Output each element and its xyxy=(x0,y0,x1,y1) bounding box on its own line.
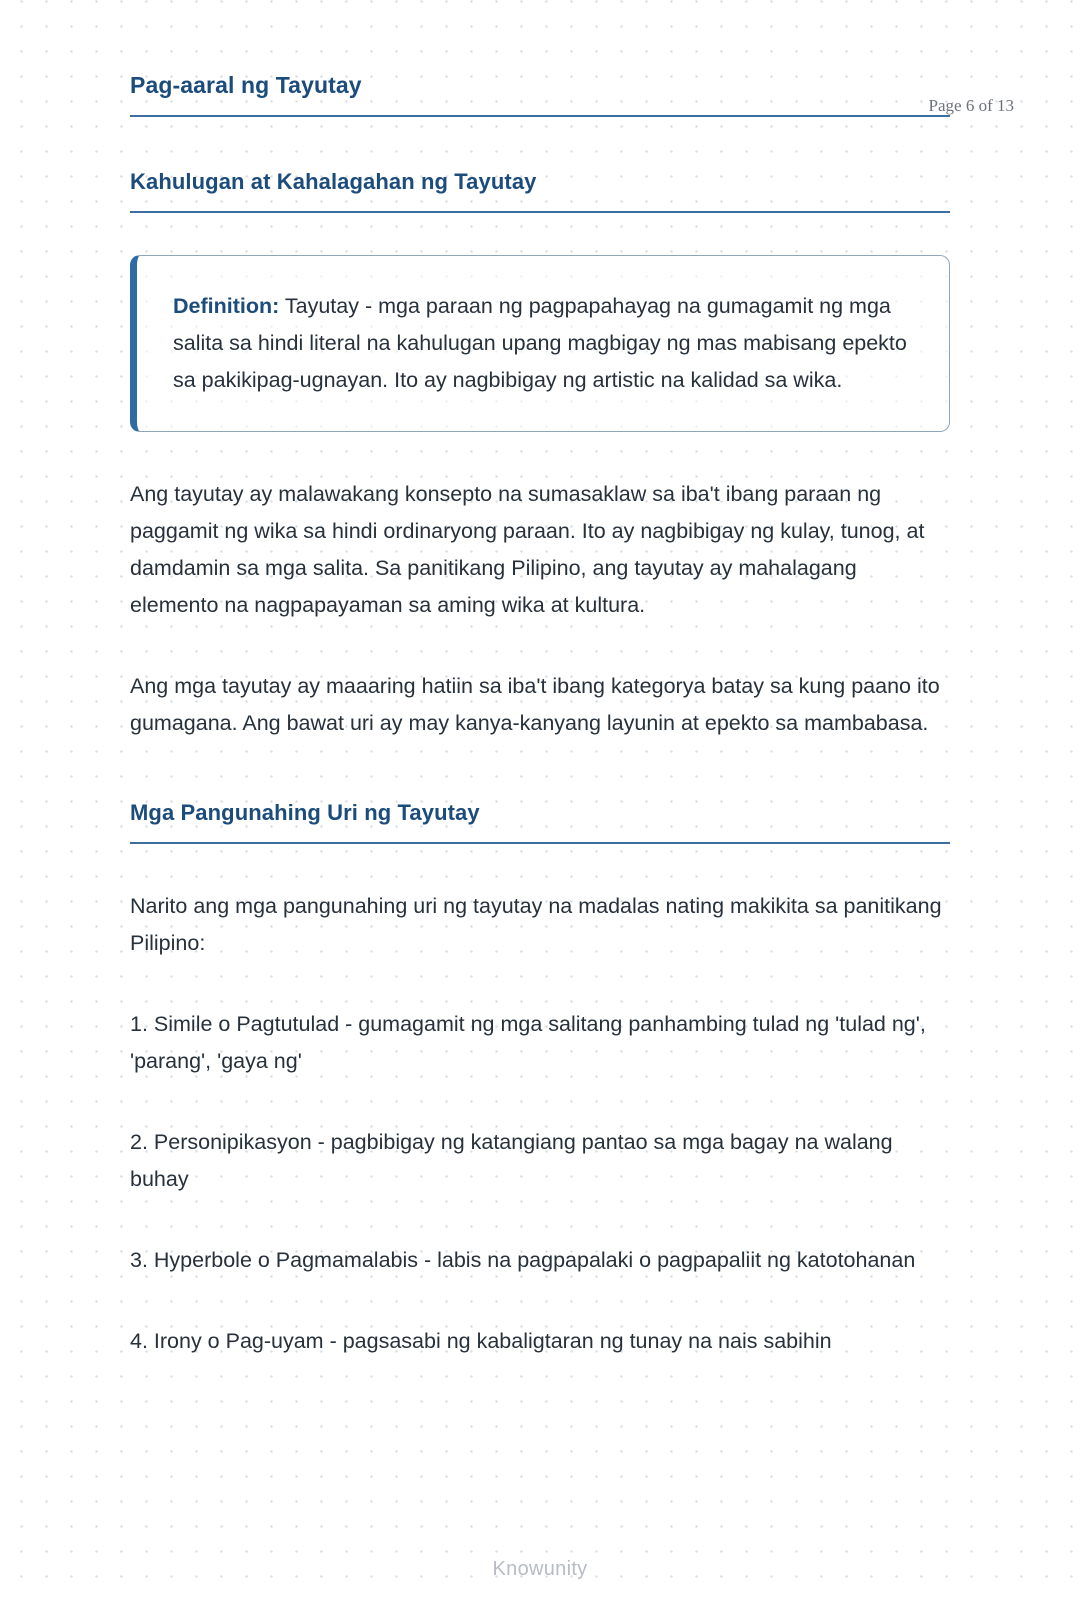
page-indicator: Page 6 of 13 xyxy=(928,96,1014,115)
paragraph-categories: Ang mga tayutay ay maaaring hatiin sa iba't ibang kategorya batay sa kung paano ito gumagana. Ang bawat uri ay may kanya-kanyang layunin at epekto sa mambabasa. xyxy=(130,673,940,735)
definition-box xyxy=(130,255,950,432)
section-heading-kahulugan: Kahulugan at Kahalagahan ng Tayutay xyxy=(130,169,950,213)
list-item-simile: 1. Simile o Pagtutulad - gumagamit ng mga salitang panhambing tulad ng 'tulad ng', 'parang', 'gaya ng' xyxy=(130,1011,926,1073)
list-item-personipikasyon: 2. Personipikasyon - pagbibigay ng katangiang pantao sa mga bagay na walang buhay xyxy=(130,1129,893,1191)
document-page xyxy=(0,72,1080,1599)
page-title: Pag-aaral ng Tayutay xyxy=(130,72,950,117)
footer-brand: Knowunity xyxy=(492,1558,588,1580)
document-content xyxy=(0,72,1080,1359)
definition-label: Definition: xyxy=(173,294,280,318)
section-heading-uri: Mga Pangunahing Uri ng Tayutay xyxy=(130,800,950,844)
list-item-hyperbole: 3. Hyperbole o Pagmamalabis - labis na pagpapalaki o pagpapaliit ng katotohanan xyxy=(130,1247,916,1272)
definition-text: Tayutay - mga paraan ng pagpapahayag na gumagamit ng mga salita sa hindi literal na kahulugan upang magbigay ng mas mabisang epekto sa pakikipag-ugnayan. Ito ay nagbibigay ng artistic na kalidad sa wika. xyxy=(173,294,907,392)
list-item-irony: 4. Irony o Pag-uyam - pagsasabi ng kabaligtaran ng tunay na nais sabihin xyxy=(130,1328,832,1353)
paragraph-intro: Ang tayutay ay malawakang konsepto na sumasaklaw sa iba't ibang paraan ng paggamit ng wika sa hindi ordinaryong paraan. Ito ay nagbibigay ng kulay, tunog, at damdamin sa mga salita. Sa panitikang Pilipino, ang tayutay ay mahalagang elemento na nagpapayaman sa aming wika at kultura. xyxy=(130,481,925,617)
paragraph-list-intro: Narito ang mga pangunahing uri ng tayutay na madalas nating makikita sa panitikang Pilipino: xyxy=(130,893,942,955)
